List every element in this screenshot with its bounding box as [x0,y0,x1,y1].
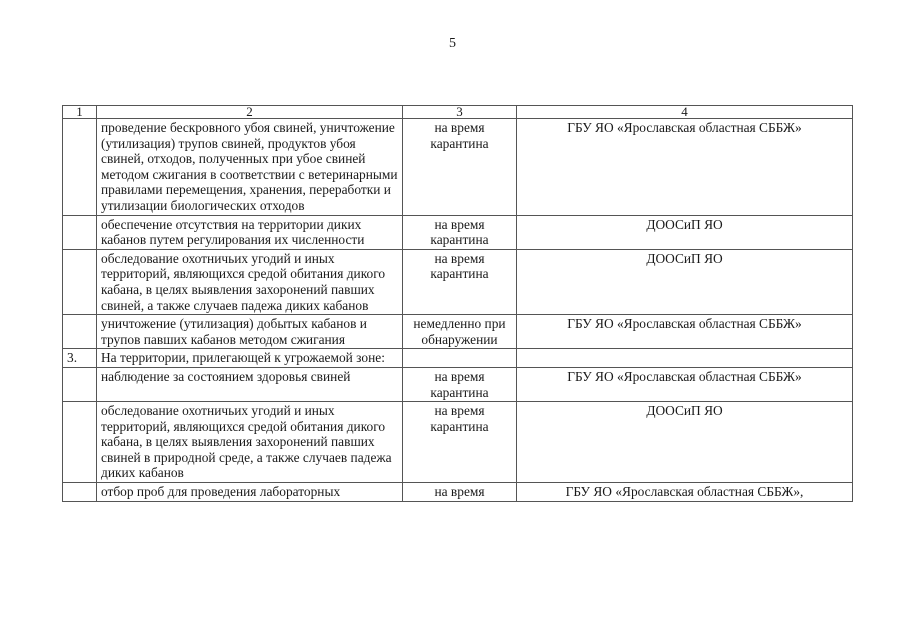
header-cell: 1 [63,106,97,119]
measures-table [62,105,853,502]
executor-cell: ДООСиП ЯО [517,402,853,483]
row-number: 3. [63,349,97,368]
header-cell: 3 [403,106,517,119]
activity-cell: На территории, прилегающей к угрожаемой зоне: [97,349,403,368]
activity-cell: наблюдение за состоянием здоровья свиней [97,367,403,401]
page-number: 5 [449,36,456,51]
table-row [63,119,853,216]
executor-cell: ГБУ ЯО «Ярославская областная СББЖ» [517,119,853,216]
row-number [63,483,97,502]
executor-cell [517,349,853,368]
row-number [63,402,97,483]
executor-cell: ГБУ ЯО «Ярославская областная СББЖ», [517,483,853,502]
executor-cell: ДООСиП ЯО [517,215,853,249]
row-number [63,119,97,216]
period-cell: немедленно при обнаружении [403,315,517,349]
activity-cell: обследование охотничьих угодий и иных территорий, являющихся средой обитания дикого кабана, в целях выявления захоронений павших свиней в природной среде, а также случаев падежа диких кабанов [97,402,403,483]
period-cell: на время карантина [403,119,517,216]
table-row [63,349,853,368]
period-cell: на время карантина [403,402,517,483]
table-row [63,315,853,349]
table-row [63,367,853,401]
table-row [63,215,853,249]
executor-cell: ДООСиП ЯО [517,249,853,314]
period-cell [403,349,517,368]
activity-cell: уничтожение (утилизация) добытых кабанов и трупов павших кабанов методом сжигания [97,315,403,349]
table-row [63,249,853,314]
table-header-row [63,106,853,119]
activity-cell: отбор проб для проведения лабораторных [97,483,403,502]
header-cell: 4 [517,106,853,119]
period-cell: на время карантина [403,215,517,249]
executor-cell: ГБУ ЯО «Ярославская областная СББЖ» [517,367,853,401]
table-row [63,402,853,483]
activity-cell: проведение бескровного убоя свиней, уничтожение (утилизация) трупов свиней, продуктов убоя свиней, отходов, полученных при убое свиней методом сжигания в соответствии с ветеринарными правилами перемещения, хранения, переработки и утилизации биологических отходов [97,119,403,216]
activity-cell: обеспечение отсутствия на территории диких кабанов путем регулирования их численности [97,215,403,249]
period-cell: на время карантина [403,367,517,401]
executor-cell: ГБУ ЯО «Ярославская областная СББЖ» [517,315,853,349]
table-row [63,483,853,502]
header-cell: 2 [97,106,403,119]
row-number [63,315,97,349]
period-cell: на время [403,483,517,502]
activity-cell: обследование охотничьих угодий и иных территорий, являющихся средой обитания дикого кабана, в целях выявления захоронений павших свиней, а также случаев падежа диких кабанов [97,249,403,314]
period-cell: на время карантина [403,249,517,314]
row-number [63,367,97,401]
row-number [63,215,97,249]
row-number [63,249,97,314]
